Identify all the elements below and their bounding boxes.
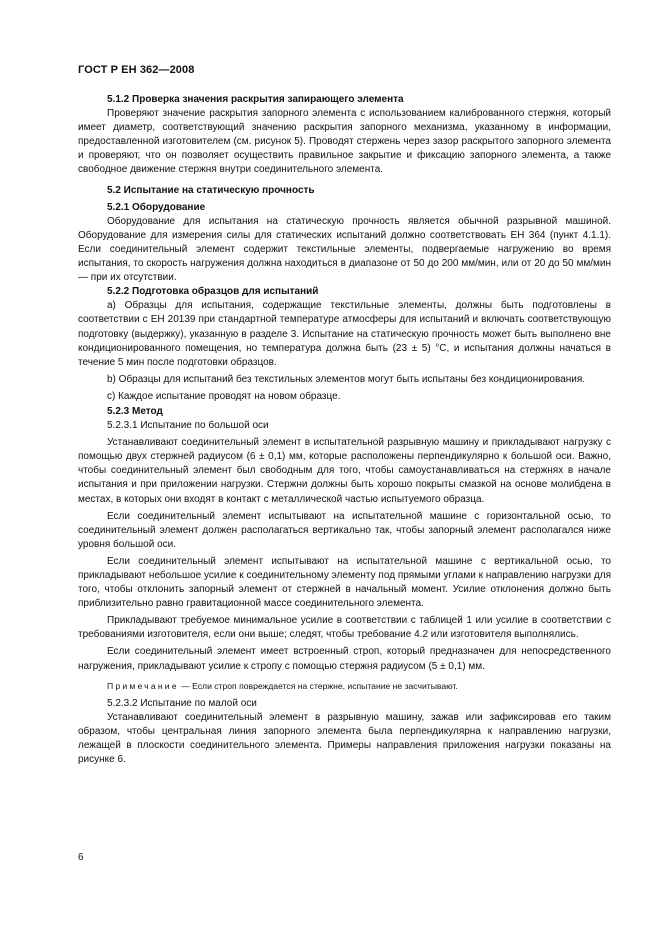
document-body — [78, 93, 611, 767]
section-5-2-3-2-title: 5.2.3.2 Испытание по малой оси — [107, 697, 257, 709]
note-text: — Если строп повреждается на стержне, испытание не засчитывают. — [178, 680, 458, 691]
section-5-2-3-1-paragraph-4: Прикладывают требуемое минимальное усилие в соответствии с таблицей 1 или усилие в соответствии с требованиями изготовителя, если они выше; следят, чтобы требование 4.2 или изготовителя выполнялись. — [78, 615, 611, 641]
section-5-2-3-title: 5.2.3 Метод — [107, 405, 163, 417]
section-5-2-1-title: 5.2.1 Оборудование — [107, 201, 206, 213]
note — [78, 679, 611, 693]
section-5-2-2-item-c: с) Каждое испытание проводят на новом образце. — [107, 390, 341, 402]
page-number: 6 — [78, 852, 84, 863]
section-5-2-3-1-paragraph-2: Если соединительный элемент испытывают на испытательной машине с горизонтальной осью, то соединительный элемент должен располагаться вертикально так, чтобы запорный элемент располагался ниже уровня большой оси. — [78, 510, 611, 550]
section-5-2-3-1-paragraph-5: Если соединительный элемент имеет встроенный строп, который предназначен для непосредственного нагружения, прикладывают усилие к стропу с помощью стержня радиусом (5 ± 0,1) мм. — [78, 646, 611, 672]
section-5-2-3-2-paragraph: Устанавливают соединительный элемент в разрывную машину, зажав или зафиксировав его таким образом, чтобы центральная линия запорного элемента была перпендикулярна к направлению нагрузки, лежащей в плоскости соединительного элемента. Примеры направления приложения нагрузки показаны на рисунке 6. — [78, 711, 611, 766]
section-5-2-3-1-paragraph-1: Устанавливают соединительный элемент в испытательной разрывную машину и прикладывают нагрузку с помощью двух стержней радиусом (6 ± 0,1) мм, которые расположены перпендикулярно к большой оси. Важно, чтобы соединительный элемент был свободным для того, чтобы самоустанавливаться на стержнях в начале испытания и при приложении нагрузки. Стержни должны быть хорошо покрыты смазкой на основе молибдена в местах, в которых они входят в контакт с металлической частью испытуемого образца. — [78, 437, 611, 505]
section-5-2-3-1-paragraph-3: Если соединительный элемент испытывают на испытательной машине с вертикальной осью, то прикладывают небольшое усилие к соединительному элементу под прямыми углами к направлению нагрузки для того, чтобы отклонить запорный элемент от стержней в начальный момент. Усилие отклонения должно быть приблизительно равно гравитационной массе соединительного элемента. — [78, 555, 611, 610]
section-5-2-1-paragraph: Оборудование для испытания на статическую прочность является обычной разрывной машиной. Оборудование для измерения силы для статических испытаний должно соответствовать ЕН 364 (пункт 4.1.1). Если соединительный элемент содержит текстильные элементы, подвергаемые нагружению во время испытания, то скорость нагружения должна находиться в диапазоне от 50 до 200 мм/мин, или от 20 до 50 мм/мин — при их отсутствии. — [78, 215, 611, 284]
section-5-1-2-title: 5.1.2 Проверка значения раскрытия запирающего элемента — [107, 94, 404, 105]
section-5-2-2-item-a: а) Образцы для испытания, содержащие текстильные элементы, должны быть подготовлены в соответствии с ЕН 20139 при стандартной температуре атмосферы для испытаний и включать соответствующую подготовку (выдержку), указанную в разделе 3. Испытание на статическую прочность может быть выполнено вне кондиционированного помещения, но температура должна быть (23 ± 5) °С, и испытания должны начаться в течение 5 мин после подготовки образцов. — [78, 300, 611, 368]
section-5-2-2-item-b: b) Образцы для испытаний без текстильных элементов могут быть испытаны без кондиционирования. — [107, 373, 586, 385]
section-5-2-2-title: 5.2.2 Подготовка образцов для испытаний — [107, 286, 319, 298]
section-5-2-3-1-title: 5.2.3.1 Испытание по большой оси — [107, 420, 269, 432]
note-label: Примечание — [107, 680, 179, 691]
section-5-1-2-paragraph: Проверяют значение раскрытия запорного элемента с использованием калиброванного стержня, который имеет диаметр, соответствующий значению раскрытия запорного механизма, указанному в информации, предоставленной изготовителем (см. рисунок 5). Проводят стержень через зазор раскрытого запорного элемента и проверяют, что он позволяет осуществить правильное закрытие и фиксацию запорного элемента, а также свободное движение стержня внутри соединительного элемента. — [78, 108, 611, 176]
document-header: ГОСТ Р ЕН 362—2008 — [78, 64, 195, 76]
section-5-2-title: 5.2 Испытание на статическую прочность — [107, 184, 315, 196]
